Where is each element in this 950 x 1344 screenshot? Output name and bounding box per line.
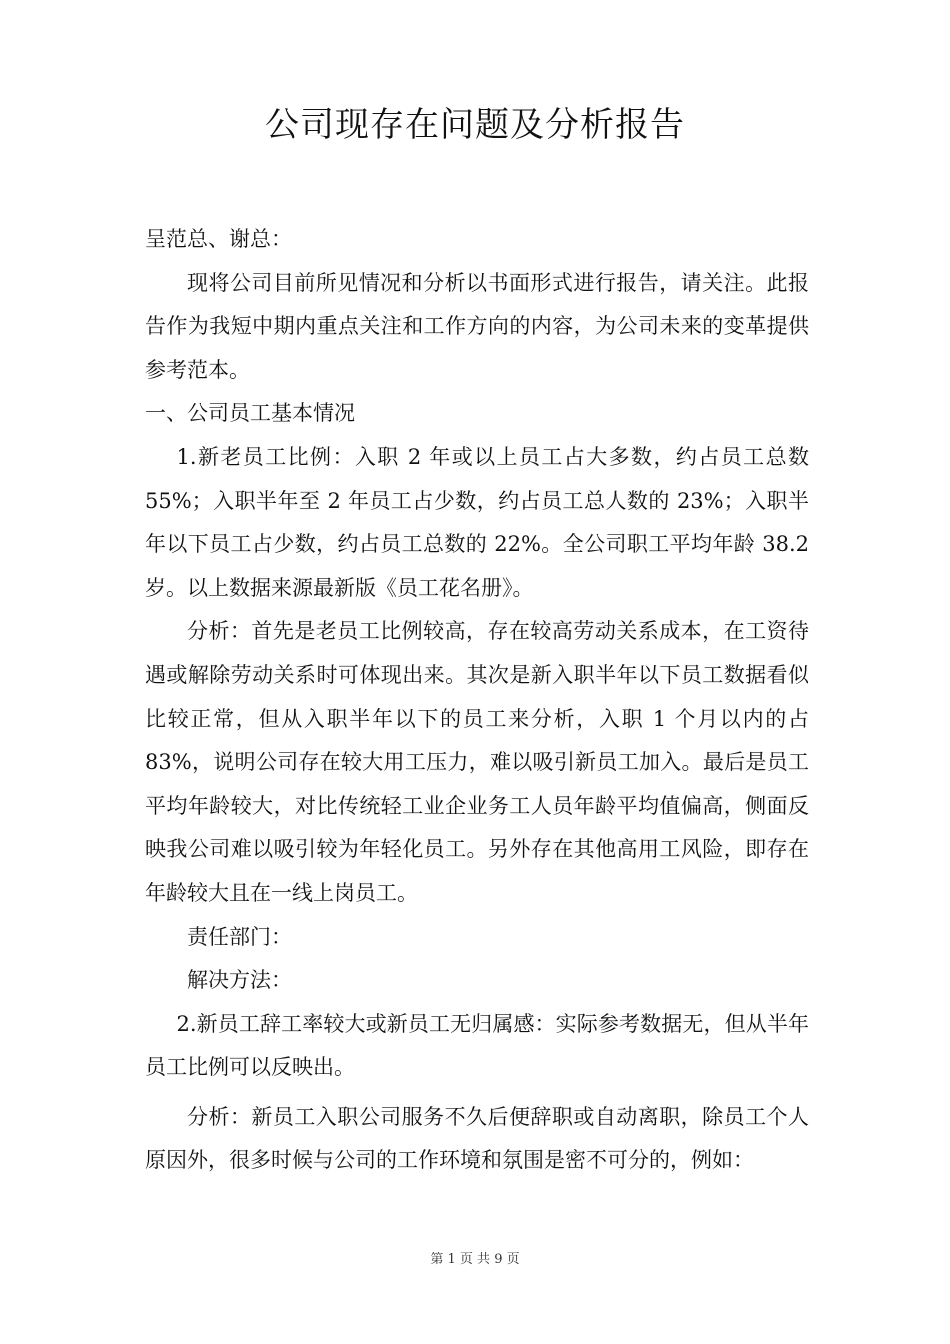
salutation: 呈范总、谢总：: [145, 227, 292, 251]
responsible-department-label: 责任部门：: [187, 924, 292, 949]
page-footer: 第 1 页 共 9 页: [430, 1252, 520, 1267]
analysis-paragraph-1: 分析：首先是老员工比例较高，存在较高劳动关系成本，在工资待遇或解除劳动关系时可体现出来。其次是新入职半年以下员工数据看似比较正常，但从入职半年以下的员工来分析，入职 1 个月以内的占 83%，说明公司存在较大用工压力，难以吸引新员工加入。最后是员工平均年龄较大，对比传统轻工业企业务工人员年龄平均值偏高，侧面反映我公司难以吸引较为年轻化员工。另外存在其他高用工风险，即存在年龄较大且在一线上岗员工。: [145, 619, 809, 905]
item-2-paragraph: 2.新员工辞工率较大或新员工无归属感：实际参考数据无，但从半年员工比例可以反映出。: [145, 1011, 809, 1080]
section-heading: 一、公司员工基本情况: [145, 401, 355, 426]
solution-label: 解决方法：: [187, 968, 292, 993]
item-1-paragraph: 1.新老员工比例：入职 2 年或以上员工占大多数，约占员工总数55%；入职半年至 2 年员工占少数，约占员工总人数的 23%；入职半年以下员工占少数，约占员工总数的 22%。全公司职工平均年龄 38.2岁。以上数据来源最新版《员工花名册》。: [145, 444, 809, 600]
document-body: [145, 218, 809, 1183]
document-title: 公司现存在问题及分析报告: [265, 105, 685, 145]
analysis-paragraph-2: 分析：新员工入职公司服务不久后便辞职或自动离职，除员工个人原因外，很多时候与公司的工作环境和氛围是密不可分的，例如：: [145, 1104, 809, 1173]
intro-paragraph: 现将公司目前所见情况和分析以书面形式进行报告，请关注。此报告作为我短中期内重点关注和工作方向的内容，为公司未来的变革提供参考范本。: [145, 270, 809, 382]
